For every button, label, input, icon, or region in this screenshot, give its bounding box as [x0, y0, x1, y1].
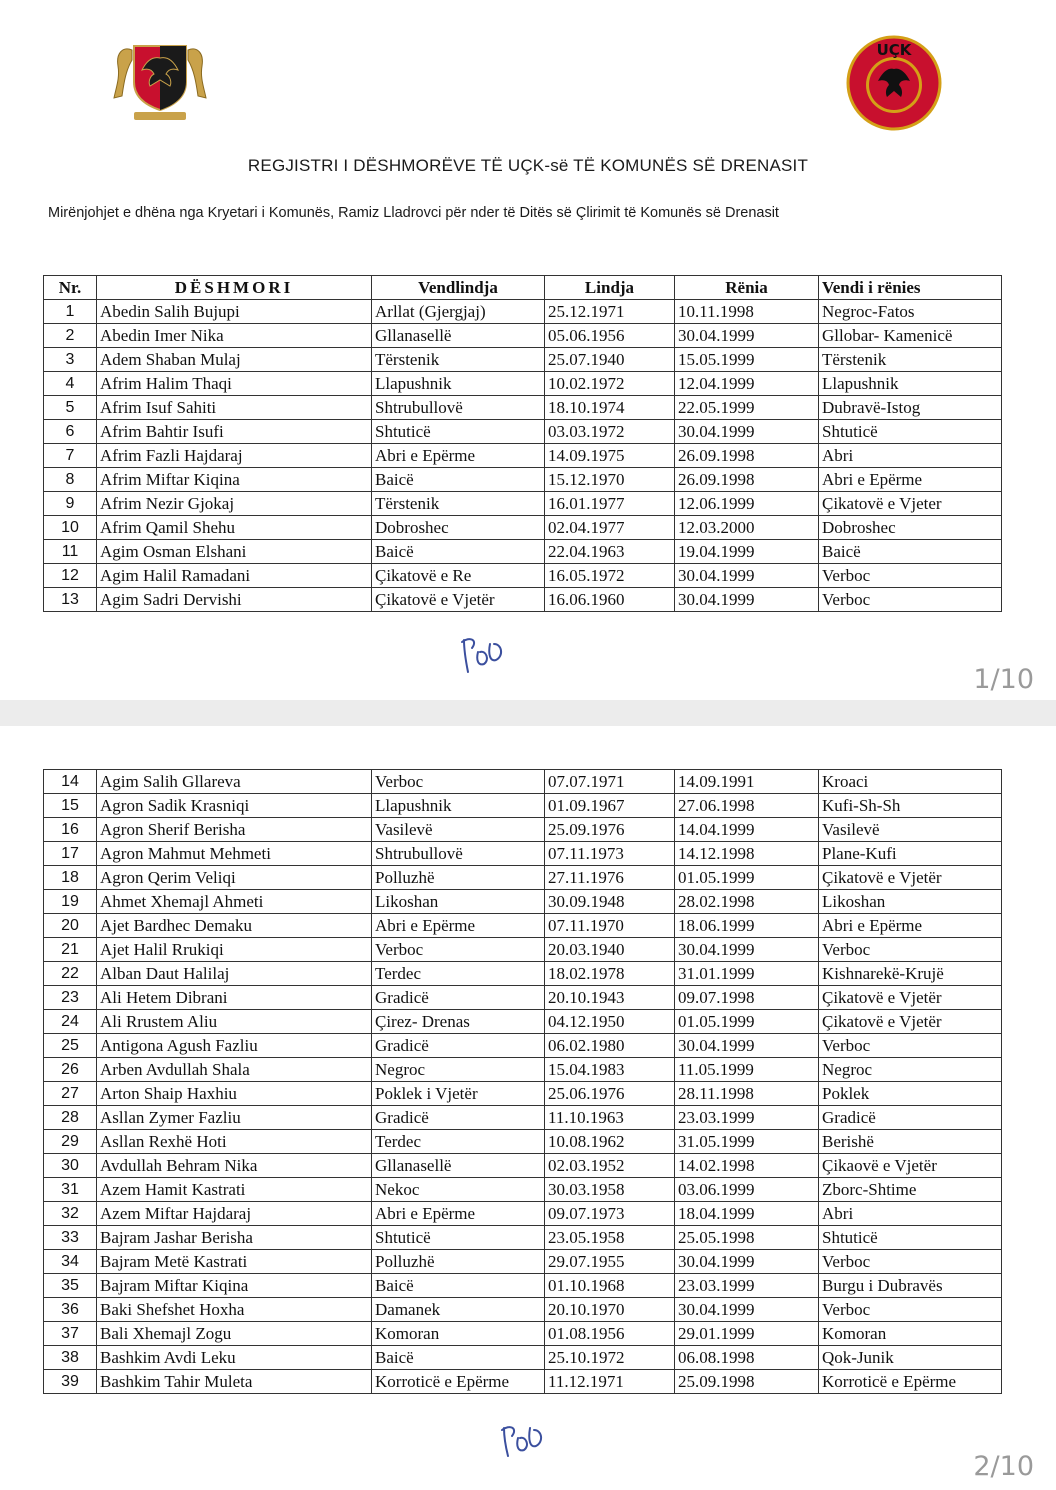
cell-place-of-death: Qok-Junik — [819, 1346, 1002, 1370]
cell-birthplace: Shtuticë — [372, 420, 545, 444]
cell-death-date: 10.11.1998 — [675, 300, 819, 324]
cell-death-date: 31.01.1999 — [675, 962, 819, 986]
cell-birth-date: 01.09.1967 — [545, 794, 675, 818]
cell-place-of-death: Çikatovë e Vjetër — [819, 866, 1002, 890]
cell-death-date: 30.04.1999 — [675, 564, 819, 588]
cell-nr: 21 — [44, 938, 97, 962]
cell-death-date: 14.02.1998 — [675, 1154, 819, 1178]
table-row — [44, 588, 1002, 612]
uck-emblem-icon — [846, 35, 942, 131]
cell-death-date: 19.04.1999 — [675, 540, 819, 564]
cell-name: Bali Xhemajl Zogu — [97, 1322, 372, 1346]
cell-birth-date: 25.10.1972 — [545, 1346, 675, 1370]
cell-birth-date: 06.02.1980 — [545, 1034, 675, 1058]
table-row — [44, 1130, 1002, 1154]
cell-name: Arton Shaip Haxhiu — [97, 1082, 372, 1106]
cell-birthplace: Llapushnik — [372, 794, 545, 818]
table-row — [44, 444, 1002, 468]
cell-place-of-death: Berishë — [819, 1130, 1002, 1154]
cell-death-date: 26.09.1998 — [675, 444, 819, 468]
header-lindja: Lindja — [545, 276, 675, 300]
table-body-page-2 — [44, 770, 1002, 1394]
table-row — [44, 1202, 1002, 1226]
cell-birth-date: 03.03.1972 — [545, 420, 675, 444]
cell-birthplace: Likoshan — [372, 890, 545, 914]
table-row — [44, 890, 1002, 914]
table-row — [44, 938, 1002, 962]
cell-death-date: 12.03.2000 — [675, 516, 819, 540]
table-row — [44, 564, 1002, 588]
cell-death-date: 12.06.1999 — [675, 492, 819, 516]
cell-nr: 36 — [44, 1298, 97, 1322]
cell-birth-date: 22.04.1963 — [545, 540, 675, 564]
table-row — [44, 468, 1002, 492]
cell-birthplace: Negroc — [372, 1058, 545, 1082]
cell-nr: 8 — [44, 468, 97, 492]
martyrs-table-page-1 — [43, 275, 1002, 612]
cell-birthplace: Baicë — [372, 540, 545, 564]
cell-place-of-death: Abri e Epërme — [819, 468, 1002, 492]
cell-birthplace: Baicë — [372, 1346, 545, 1370]
cell-name: Agim Sadri Dervishi — [97, 588, 372, 612]
table-row — [44, 866, 1002, 890]
table-row — [44, 300, 1002, 324]
cell-birth-date: 04.12.1950 — [545, 1010, 675, 1034]
cell-place-of-death: Shtuticë — [819, 1226, 1002, 1250]
table-row — [44, 986, 1002, 1010]
cell-nr: 6 — [44, 420, 97, 444]
cell-place-of-death: Likoshan — [819, 890, 1002, 914]
cell-birth-date: 15.12.1970 — [545, 468, 675, 492]
cell-place-of-death: Llapushnik — [819, 372, 1002, 396]
cell-birthplace: Gradicë — [372, 1106, 545, 1130]
cell-name: Avdullah Behram Nika — [97, 1154, 372, 1178]
cell-birth-date: 16.05.1972 — [545, 564, 675, 588]
cell-name: Asllan Zymer Fazliu — [97, 1106, 372, 1130]
cell-birth-date: 20.10.1970 — [545, 1298, 675, 1322]
cell-place-of-death: Negroc-Fatos — [819, 300, 1002, 324]
table-row — [44, 1298, 1002, 1322]
cell-birth-date: 25.12.1971 — [545, 300, 675, 324]
cell-nr: 11 — [44, 540, 97, 564]
header-vendi-i-renies: Vendi i rënies — [819, 276, 1002, 300]
cell-birthplace: Gradicë — [372, 1034, 545, 1058]
cell-place-of-death: Shtuticë — [819, 420, 1002, 444]
table-body-page-1 — [44, 300, 1002, 612]
cell-name: Asllan Rexhë Hoti — [97, 1130, 372, 1154]
cell-place-of-death: Dubravë-Istog — [819, 396, 1002, 420]
cell-nr: 30 — [44, 1154, 97, 1178]
cell-birthplace: Abri e Epërme — [372, 444, 545, 468]
table-row — [44, 1154, 1002, 1178]
cell-place-of-death: Tërstenik — [819, 348, 1002, 372]
cell-death-date: 26.09.1998 — [675, 468, 819, 492]
cell-place-of-death: Abri — [819, 444, 1002, 468]
cell-nr: 4 — [44, 372, 97, 396]
cell-death-date: 11.05.1999 — [675, 1058, 819, 1082]
cell-place-of-death: Vasilevë — [819, 818, 1002, 842]
cell-birth-date: 10.02.1972 — [545, 372, 675, 396]
table-header-row — [44, 276, 1002, 300]
cell-name: Alban Daut Halilaj — [97, 962, 372, 986]
cell-birthplace: Terdec — [372, 1130, 545, 1154]
cell-name: Bajram Miftar Kiqina — [97, 1274, 372, 1298]
header-deshmori: DËSHMORI — [97, 276, 372, 300]
cell-birth-date: 23.05.1958 — [545, 1226, 675, 1250]
cell-place-of-death: Gradicë — [819, 1106, 1002, 1130]
table-row — [44, 420, 1002, 444]
cell-nr: 32 — [44, 1202, 97, 1226]
cell-nr: 38 — [44, 1346, 97, 1370]
page-number-label: 1/10 — [973, 664, 1034, 695]
page-number-label: 2/10 — [973, 1451, 1034, 1482]
cell-nr: 16 — [44, 818, 97, 842]
cell-birth-date: 07.07.1971 — [545, 770, 675, 794]
cell-place-of-death: Verboc — [819, 1034, 1002, 1058]
cell-nr: 18 — [44, 866, 97, 890]
cell-birth-date: 29.07.1955 — [545, 1250, 675, 1274]
cell-place-of-death: Çikatovë e Vjeter — [819, 492, 1002, 516]
cell-birth-date: 05.06.1956 — [545, 324, 675, 348]
cell-place-of-death: Poklek — [819, 1082, 1002, 1106]
cell-name: Bajram Metë Kastrati — [97, 1250, 372, 1274]
cell-birth-date: 11.12.1971 — [545, 1370, 675, 1394]
cell-place-of-death: Plane-Kufi — [819, 842, 1002, 866]
cell-birthplace: Komoran — [372, 1322, 545, 1346]
cell-nr: 27 — [44, 1082, 97, 1106]
table-row — [44, 396, 1002, 420]
cell-birthplace: Baicë — [372, 468, 545, 492]
cell-place-of-death: Kroaci — [819, 770, 1002, 794]
cell-birth-date: 27.11.1976 — [545, 866, 675, 890]
table-row — [44, 540, 1002, 564]
cell-name: Afrim Qamil Shehu — [97, 516, 372, 540]
cell-death-date: 28.11.1998 — [675, 1082, 819, 1106]
cell-birth-date: 30.03.1958 — [545, 1178, 675, 1202]
cell-name: Azem Hamit Kastrati — [97, 1178, 372, 1202]
table-row — [44, 1082, 1002, 1106]
table-row — [44, 324, 1002, 348]
cell-birthplace: Gllanasellë — [372, 324, 545, 348]
cell-death-date: 30.04.1999 — [675, 324, 819, 348]
table-row — [44, 1058, 1002, 1082]
cell-place-of-death: Dobroshec — [819, 516, 1002, 540]
cell-nr: 28 — [44, 1106, 97, 1130]
cell-nr: 19 — [44, 890, 97, 914]
handwritten-initials-icon — [498, 1420, 550, 1460]
cell-death-date: 14.04.1999 — [675, 818, 819, 842]
cell-birth-date: 07.11.1970 — [545, 914, 675, 938]
cell-place-of-death: Abri — [819, 1202, 1002, 1226]
cell-place-of-death: Verboc — [819, 588, 1002, 612]
cell-name: Afrim Miftar Kiqina — [97, 468, 372, 492]
cell-nr: 33 — [44, 1226, 97, 1250]
cell-nr: 1 — [44, 300, 97, 324]
cell-name: Afrim Fazli Hajdaraj — [97, 444, 372, 468]
cell-birth-date: 09.07.1973 — [545, 1202, 675, 1226]
cell-name: Agim Osman Elshani — [97, 540, 372, 564]
cell-place-of-death: Zborc-Shtime — [819, 1178, 1002, 1202]
cell-birth-date: 15.04.1983 — [545, 1058, 675, 1082]
cell-name: Agron Qerim Veliqi — [97, 866, 372, 890]
cell-place-of-death: Korroticë e Epërme — [819, 1370, 1002, 1394]
cell-death-date: 30.04.1999 — [675, 1034, 819, 1058]
cell-name: Arben Avdullah Shala — [97, 1058, 372, 1082]
cell-place-of-death: Kishnarekë-Krujë — [819, 962, 1002, 986]
cell-place-of-death: Çikaovë e Vjetër — [819, 1154, 1002, 1178]
cell-place-of-death: Çikatovë e Vjetër — [819, 1010, 1002, 1034]
table-row — [44, 914, 1002, 938]
cell-death-date: 29.01.1999 — [675, 1322, 819, 1346]
cell-birthplace: Llapushnik — [372, 372, 545, 396]
cell-nr: 10 — [44, 516, 97, 540]
cell-death-date: 06.08.1998 — [675, 1346, 819, 1370]
cell-death-date: 14.09.1991 — [675, 770, 819, 794]
cell-nr: 23 — [44, 986, 97, 1010]
cell-nr: 14 — [44, 770, 97, 794]
cell-nr: 20 — [44, 914, 97, 938]
document-page-1 — [0, 0, 1056, 700]
table-row — [44, 1106, 1002, 1130]
document-subtitle: Mirënjohjet e dhëna nga Kryetari i Komunës, Ramiz Lladrovci për nder të Ditës së Çlirimit të Komunës së Drenasit — [48, 205, 779, 221]
cell-death-date: 14.12.1998 — [675, 842, 819, 866]
table-row — [44, 962, 1002, 986]
header-renia: Rënia — [675, 276, 819, 300]
cell-nr: 37 — [44, 1322, 97, 1346]
cell-name: Agron Mahmut Mehmeti — [97, 842, 372, 866]
cell-name: Agron Sherif Berisha — [97, 818, 372, 842]
cell-birth-date: 14.09.1975 — [545, 444, 675, 468]
cell-name: Baki Shefshet Hoxha — [97, 1298, 372, 1322]
table-row — [44, 348, 1002, 372]
cell-birth-date: 11.10.1963 — [545, 1106, 675, 1130]
cell-death-date: 30.04.1999 — [675, 938, 819, 962]
cell-birth-date: 07.11.1973 — [545, 842, 675, 866]
cell-name: Ali Rrustem Aliu — [97, 1010, 372, 1034]
cell-birth-date: 18.10.1974 — [545, 396, 675, 420]
cell-birth-date: 18.02.1978 — [545, 962, 675, 986]
cell-death-date: 18.04.1999 — [675, 1202, 819, 1226]
cell-birthplace: Nekoc — [372, 1178, 545, 1202]
cell-death-date: 01.05.1999 — [675, 1010, 819, 1034]
cell-death-date: 28.02.1998 — [675, 890, 819, 914]
cell-death-date: 12.04.1999 — [675, 372, 819, 396]
cell-birthplace: Abri e Epërme — [372, 914, 545, 938]
cell-name: Afrim Halim Thaqi — [97, 372, 372, 396]
cell-birth-date: 25.07.1940 — [545, 348, 675, 372]
cell-birthplace: Shtrubullovë — [372, 842, 545, 866]
cell-nr: 12 — [44, 564, 97, 588]
table-row — [44, 1346, 1002, 1370]
cell-birth-date: 01.08.1956 — [545, 1322, 675, 1346]
cell-place-of-death: Verboc — [819, 938, 1002, 962]
cell-name: Antigona Agush Fazliu — [97, 1034, 372, 1058]
cell-name: Agron Sadik Krasniqi — [97, 794, 372, 818]
cell-place-of-death: Çikatovë e Vjetër — [819, 986, 1002, 1010]
cell-nr: 24 — [44, 1010, 97, 1034]
cell-birthplace: Korroticë e Epërme — [372, 1370, 545, 1394]
table-row — [44, 372, 1002, 396]
cell-birthplace: Tërstenik — [372, 492, 545, 516]
cell-nr: 5 — [44, 396, 97, 420]
table-row — [44, 1226, 1002, 1250]
cell-birthplace: Verboc — [372, 938, 545, 962]
cell-birth-date: 20.03.1940 — [545, 938, 675, 962]
cell-death-date: 30.04.1999 — [675, 420, 819, 444]
table-row — [44, 794, 1002, 818]
cell-place-of-death: Baicë — [819, 540, 1002, 564]
cell-death-date: 03.06.1999 — [675, 1178, 819, 1202]
cell-death-date: 30.04.1999 — [675, 1250, 819, 1274]
cell-birth-date: 20.10.1943 — [545, 986, 675, 1010]
table-row — [44, 1010, 1002, 1034]
cell-place-of-death: Burgu i Dubravës — [819, 1274, 1002, 1298]
table-row — [44, 1274, 1002, 1298]
cell-nr: 26 — [44, 1058, 97, 1082]
cell-name: Agim Salih Gllareva — [97, 770, 372, 794]
cell-name: Ajet Bardhec Demaku — [97, 914, 372, 938]
cell-place-of-death: Verboc — [819, 1250, 1002, 1274]
cell-nr: 39 — [44, 1370, 97, 1394]
cell-place-of-death: Gllobar- Kamenicë — [819, 324, 1002, 348]
cell-place-of-death: Negroc — [819, 1058, 1002, 1082]
cell-birth-date: 25.09.1976 — [545, 818, 675, 842]
cell-name: Abedin Imer Nika — [97, 324, 372, 348]
cell-nr: 15 — [44, 794, 97, 818]
cell-birthplace: Shtrubullovë — [372, 396, 545, 420]
cell-death-date: 22.05.1999 — [675, 396, 819, 420]
table-row — [44, 842, 1002, 866]
cell-name: Abedin Salih Bujupi — [97, 300, 372, 324]
table-row — [44, 1322, 1002, 1346]
table-row — [44, 516, 1002, 540]
cell-birthplace: Çirez- Drenas — [372, 1010, 545, 1034]
cell-death-date: 01.05.1999 — [675, 866, 819, 890]
cell-nr: 34 — [44, 1250, 97, 1274]
cell-nr: 22 — [44, 962, 97, 986]
table-row — [44, 1250, 1002, 1274]
document-title: REGJISTRI I DËSHMORËVE TË UÇK-së TË KOMUNËS SË DRENASIT — [247, 156, 809, 175]
cell-name: Agim Halil Ramadani — [97, 564, 372, 588]
cell-name: Afrim Nezir Gjokaj — [97, 492, 372, 516]
cell-nr: 13 — [44, 588, 97, 612]
cell-death-date: 30.04.1999 — [675, 588, 819, 612]
cell-birthplace: Baicë — [372, 1274, 545, 1298]
cell-place-of-death: Verboc — [819, 564, 1002, 588]
cell-place-of-death: Verboc — [819, 1298, 1002, 1322]
cell-birthplace: Shtuticë — [372, 1226, 545, 1250]
cell-death-date: 23.03.1999 — [675, 1106, 819, 1130]
cell-nr: 9 — [44, 492, 97, 516]
cell-death-date: 09.07.1998 — [675, 986, 819, 1010]
cell-name: Afrim Bahtir Isufi — [97, 420, 372, 444]
table-row — [44, 1370, 1002, 1394]
cell-birthplace: Damanek — [372, 1298, 545, 1322]
cell-nr: 35 — [44, 1274, 97, 1298]
cell-nr: 25 — [44, 1034, 97, 1058]
cell-nr: 31 — [44, 1178, 97, 1202]
header-nr: Nr. — [44, 276, 97, 300]
cell-death-date: 30.04.1999 — [675, 1298, 819, 1322]
cell-nr: 2 — [44, 324, 97, 348]
cell-name: Bashkim Tahir Muleta — [97, 1370, 372, 1394]
header-vendlindja: Vendlindja — [372, 276, 545, 300]
cell-birthplace: Polluzhë — [372, 1250, 545, 1274]
table-row — [44, 770, 1002, 794]
municipal-coat-of-arms-icon — [112, 36, 208, 122]
cell-name: Ali Hetem Dibrani — [97, 986, 372, 1010]
cell-place-of-death: Abri e Epërme — [819, 914, 1002, 938]
table-row — [44, 1178, 1002, 1202]
cell-place-of-death: Komoran — [819, 1322, 1002, 1346]
cell-death-date: 15.05.1999 — [675, 348, 819, 372]
cell-nr: 3 — [44, 348, 97, 372]
cell-birthplace: Tërstenik — [372, 348, 545, 372]
cell-birthplace: Arllat (Gjergjaj) — [372, 300, 545, 324]
cell-birthplace: Gradicë — [372, 986, 545, 1010]
cell-birthplace: Polluzhë — [372, 866, 545, 890]
table-row — [44, 818, 1002, 842]
cell-birthplace: Çikatovë e Re — [372, 564, 545, 588]
cell-name: Adem Shaban Mulaj — [97, 348, 372, 372]
cell-name: Ajet Halil Rrukiqi — [97, 938, 372, 962]
table-row — [44, 1034, 1002, 1058]
cell-name: Bajram Jashar Berisha — [97, 1226, 372, 1250]
cell-birthplace: Vasilevë — [372, 818, 545, 842]
cell-death-date: 25.09.1998 — [675, 1370, 819, 1394]
cell-birthplace: Çikatovë e Vjetër — [372, 588, 545, 612]
cell-death-date: 18.06.1999 — [675, 914, 819, 938]
table-row — [44, 492, 1002, 516]
document-page-2 — [0, 726, 1056, 1490]
cell-birthplace: Dobroshec — [372, 516, 545, 540]
cell-birthplace: Gllanasellë — [372, 1154, 545, 1178]
martyrs-table-page-2 — [43, 769, 1002, 1394]
cell-birth-date: 10.08.1962 — [545, 1130, 675, 1154]
cell-death-date: 31.05.1999 — [675, 1130, 819, 1154]
cell-birth-date: 02.03.1952 — [545, 1154, 675, 1178]
cell-birthplace: Abri e Epërme — [372, 1202, 545, 1226]
cell-nr: 7 — [44, 444, 97, 468]
cell-birthplace: Poklek i Vjetër — [372, 1082, 545, 1106]
cell-death-date: 23.03.1999 — [675, 1274, 819, 1298]
cell-birthplace: Terdec — [372, 962, 545, 986]
cell-birth-date: 30.09.1948 — [545, 890, 675, 914]
cell-birth-date: 16.01.1977 — [545, 492, 675, 516]
cell-nr: 29 — [44, 1130, 97, 1154]
cell-nr: 17 — [44, 842, 97, 866]
cell-birth-date: 25.06.1976 — [545, 1082, 675, 1106]
cell-name: Azem Miftar Hajdaraj — [97, 1202, 372, 1226]
cell-birth-date: 02.04.1977 — [545, 516, 675, 540]
cell-name: Ahmet Xhemajl Ahmeti — [97, 890, 372, 914]
cell-death-date: 25.05.1998 — [675, 1226, 819, 1250]
cell-birthplace: Verboc — [372, 770, 545, 794]
cell-death-date: 27.06.1998 — [675, 794, 819, 818]
cell-birth-date: 16.06.1960 — [545, 588, 675, 612]
svg-text:UÇK: UÇK — [876, 41, 912, 59]
handwritten-initials-icon — [456, 630, 512, 676]
cell-name: Bashkim Avdi Leku — [97, 1346, 372, 1370]
cell-name: Afrim Isuf Sahiti — [97, 396, 372, 420]
cell-place-of-death: Kufi-Sh-Sh — [819, 794, 1002, 818]
cell-birth-date: 01.10.1968 — [545, 1274, 675, 1298]
